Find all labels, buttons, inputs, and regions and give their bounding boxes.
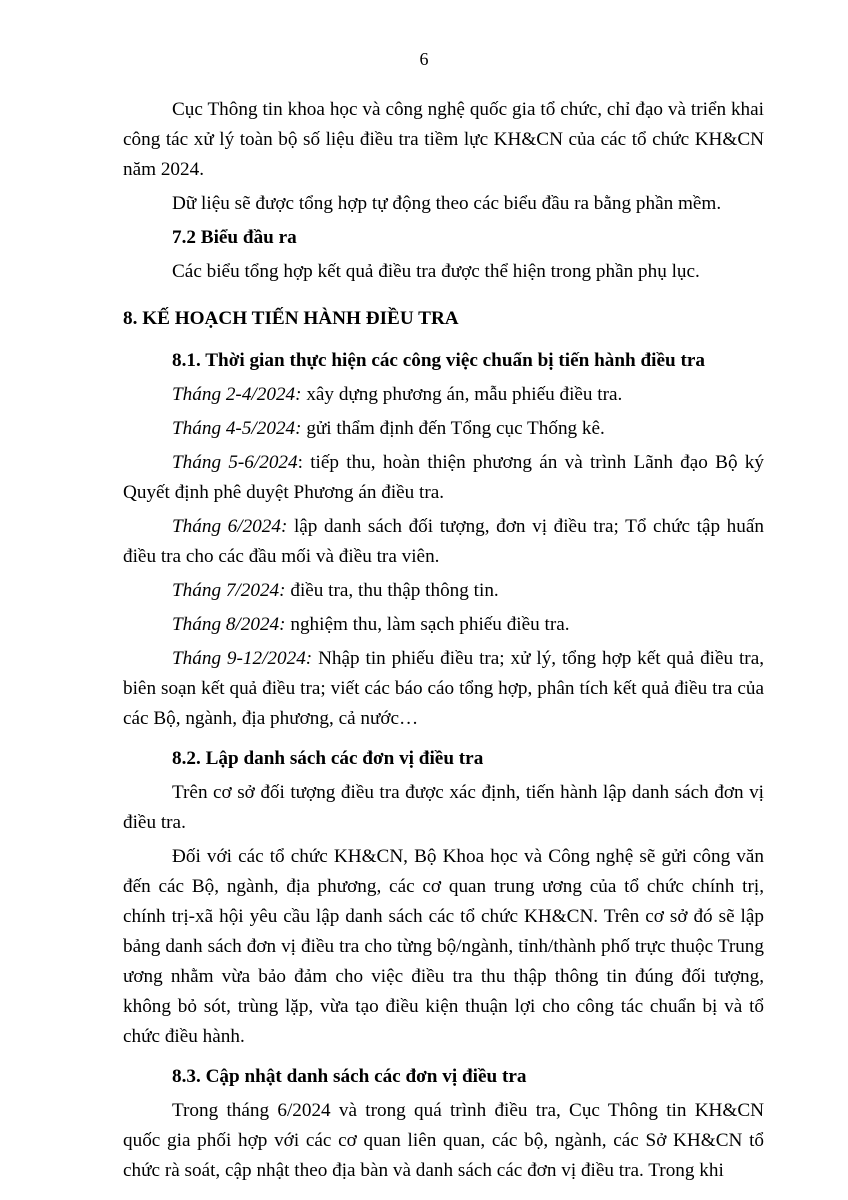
paragraph-unit-list: Trên cơ sở đối tượng điều tra được xác định, tiến hành lập danh sách đơn vị điều tra. [123,782,764,833]
schedule-task: lập danh sách đối tượng, đơn vị điều tra; Tổ chức tập huấn điều tra cho các đầu mối và điều tra viên. [123,516,764,567]
paragraph-list-update: Trong tháng 6/2024 và trong quá trình điều tra, Cục Thông tin KH&CN quốc gia phối hợp với các cơ quan liên quan, các bộ, ngành, các Sở KH&CN tổ chức rà soát, cập nhật theo địa bàn và danh sách các đơn vị điều tra. Trong khi [123,1100,764,1181]
heading-8-1: 8.1. Thời gian thực hiện các công việc chuẩn bị tiến hành điều tra [172,350,705,371]
schedule-time: Tháng 2-4/2024: [172,384,302,405]
schedule-item [123,610,764,640]
heading-8-2: 8.2. Lập danh sách các đơn vị điều tra [172,748,484,769]
heading-8-3: 8.3. Cập nhật danh sách các đơn vị điều tra [172,1066,527,1087]
heading-section-8: 8. KẾ HOẠCH TIẾN HÀNH ĐIỀU TRA [123,308,459,329]
schedule-time: Tháng 4-5/2024: [172,418,302,439]
schedule-task: Nhập tin phiếu điều tra; xử lý, tổng hợp kết quả điều tra, biên soạn kết quả điều tra; viết các báo cáo tổng hợp, phân tích kết quả điều tra của các Bộ, ngành, địa phương, cả nước… [123,648,765,729]
paragraph-output-tables: Các biểu tổng hợp kết quả điều tra được thể hiện trong phần phụ lục. [172,261,700,282]
schedule-item [123,448,764,508]
schedule-time: Tháng 6/2024: [172,516,288,537]
schedule-time: Tháng 8/2024: [172,614,286,635]
schedule-task: điều tra, thu thập thông tin. [285,580,499,601]
paragraph-data-processing: Cục Thông tin khoa học và công nghệ quốc gia tổ chức, chỉ đạo và triển khai công tác xử lý toàn bộ số liệu điều tra tiềm lực KH&CN của các tổ chức KH&CN năm 2024. [123,99,764,180]
schedule-item [123,380,764,410]
schedule-item [123,512,764,572]
schedule-item [123,644,764,734]
schedule-item [123,576,764,606]
schedule-item [123,414,764,444]
schedule-time: Tháng 7/2024: [172,580,286,601]
schedule-task: : tiếp thu, hoàn thiện phương án và trình Lãnh đạo Bộ ký Quyết định phê duyệt Phương án điều tra. [123,452,764,503]
schedule-time: Tháng 5-6/2024 [172,452,298,473]
schedule-task: gửi thẩm định đến Tổng cục Thống kê. [301,418,605,439]
page-number: 6 [419,49,429,69]
schedule-time: Tháng 9-12/2024: [172,648,313,669]
schedule-task: nghiệm thu, làm sạch phiếu điều tra. [285,614,570,635]
paragraph-auto-aggregation: Dữ liệu sẽ được tổng hợp tự động theo các biểu đầu ra bằng phần mềm. [172,193,722,214]
paragraph-ministry-request: Đối với các tổ chức KH&CN, Bộ Khoa học và Công nghệ sẽ gửi công văn đến các Bộ, ngành, địa phương, các cơ quan trung ương của tổ chức chính trị, chính trị-xã hội yêu cầu lập danh sách các tổ chức KH&CN. Trên cơ sở đó sẽ lập bảng danh sách đơn vị điều tra cho từng bộ/ngành, tỉnh/thành phố trực thuộc Trung ương nhằm vừa bảo đảm cho việc điều tra thu thập thông tin đúng đối tượng, không bỏ sót, trùng lặp, vừa tạo điều kiện thuận lợi cho công tác chuẩn bị và tổ chức điều hành. [123,846,764,1047]
document-body [123,95,764,1190]
heading-7-2: 7.2 Biểu đầu ra [172,227,297,248]
schedule-task: xây dựng phương án, mẫu phiếu điều tra. [301,384,623,405]
